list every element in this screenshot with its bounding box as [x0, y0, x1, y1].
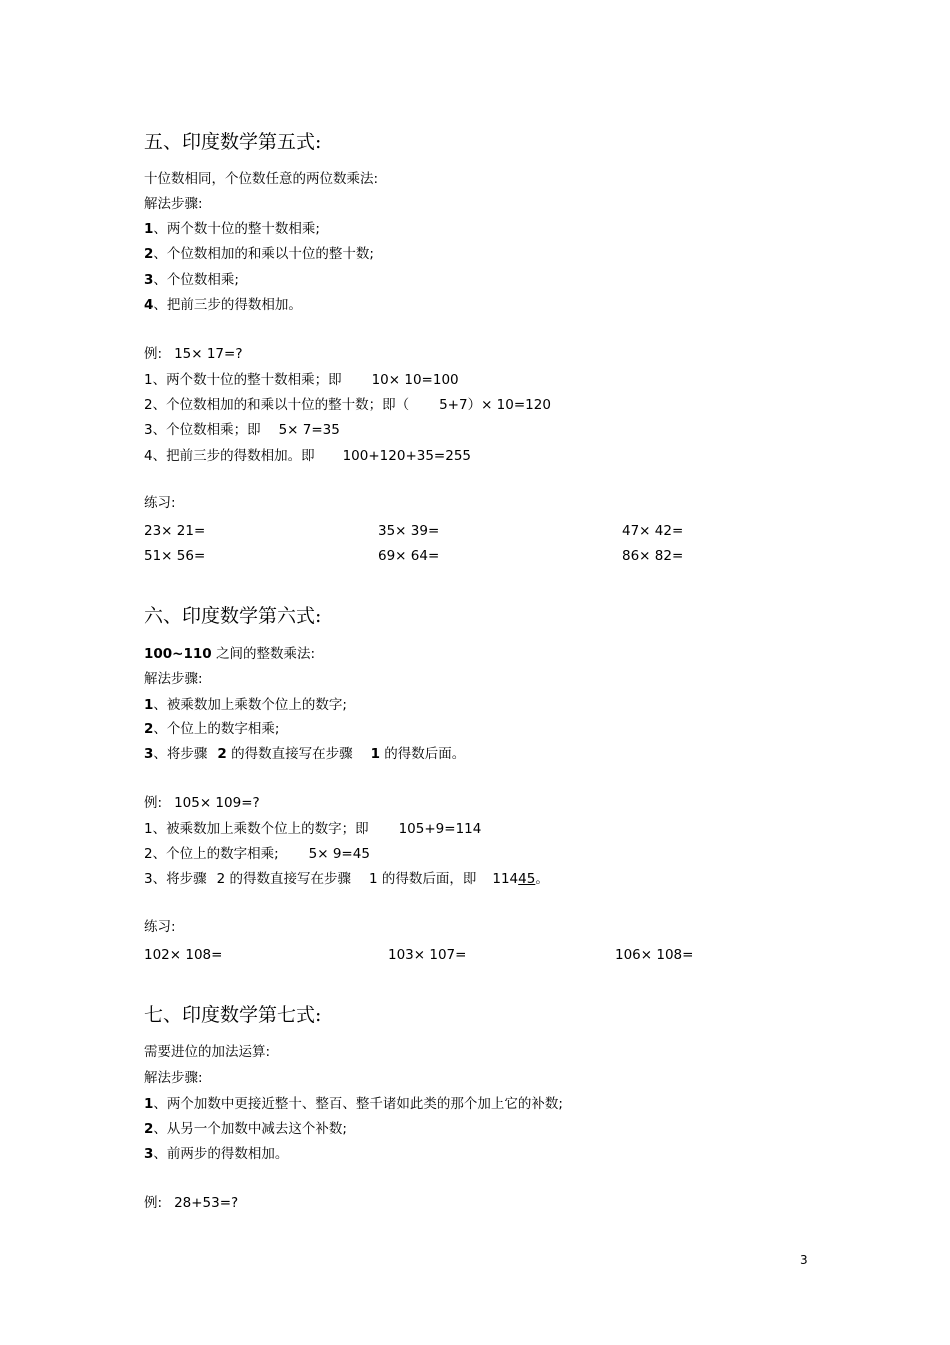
step-number: 1 [144, 1096, 154, 1112]
practice-item: 106× 108= [615, 947, 694, 963]
step-text: 、个位数相乘; [153, 272, 239, 288]
step-number: 1 [144, 221, 154, 237]
practice-item: 23× 21= [144, 523, 206, 539]
example-value-underlined: 45 [518, 871, 536, 887]
example-value: 5+7）× 10=120 [439, 397, 551, 413]
section-6-step-2 [144, 720, 279, 738]
example-value: 105+9=114 [398, 821, 482, 837]
section-6-practice-label: 练习: [144, 919, 176, 935]
section-6-step-1 [144, 696, 347, 714]
example-value: 5× 9=45 [308, 846, 370, 862]
section-6-example-line-1: 1、被乘数加上乘数个位上的数字；即 105+9=114 [144, 821, 482, 837]
practice-item: 35× 39= [378, 523, 440, 539]
step-number: 2 [144, 721, 154, 737]
section-5-practice-label: 练习: [144, 495, 176, 511]
section-5-title: 五、印度数学第五式: [144, 131, 322, 153]
step-number: 2 [144, 246, 154, 262]
section-7-example [144, 1194, 238, 1212]
section-6-example-line-2: 2、个位上的数字相乘; 5× 9=45 [144, 846, 370, 862]
practice-item: 47× 42= [622, 523, 684, 539]
step-text: 、被乘数加上乘数个位上的数字; [153, 697, 347, 713]
section-5-step-3 [144, 271, 239, 289]
step-number: 1 [144, 697, 154, 713]
example-label: 例: [144, 346, 163, 362]
section-5-example-line-4: 4、把前三步的得数相加。即 100+120+35=255 [144, 448, 472, 464]
example-expression: 28+53=? [174, 1195, 239, 1211]
section-6-steps-label: 解法步骤: [144, 671, 203, 687]
section-5-example-line-2: 2、个位数相加的和乘以十位的整十数；即（ 5+7）× 10=120 [144, 397, 551, 413]
section-7-step-3 [144, 1145, 288, 1163]
section-5-step-4 [144, 296, 302, 314]
section-7-step-1 [144, 1095, 563, 1113]
section-6-step-3: 3、将步骤 2 的得数直接写在步骤 1 的得数后面。 [144, 746, 466, 762]
section-6-desc: 100~110 之间的整数乘法: [144, 646, 316, 662]
section-7-step-2 [144, 1120, 347, 1138]
step-number: 3 [144, 746, 154, 762]
section-7-title: 七、印度数学第七式: [144, 1004, 322, 1026]
practice-item: 69× 64= [378, 548, 440, 564]
example-label: 例: [144, 1195, 163, 1211]
example-value: 114 [492, 871, 519, 887]
section-7-steps-label: 解法步骤: [144, 1070, 203, 1086]
step-text: 、把前三步的得数相加。 [153, 297, 302, 313]
step-text: 、两个加数中更接近整十、整百、整千诸如此类的那个加上它的补数; [153, 1096, 563, 1112]
example-expression: 105× 109=? [174, 795, 260, 811]
step-number: 4 [144, 297, 154, 313]
practice-item: 51× 56= [144, 548, 206, 564]
step-text: 、从另一个加数中减去这个补数; [153, 1121, 347, 1137]
section-5-example-line-3: 3、个位数相乘；即 5× 7=35 [144, 422, 340, 438]
step-text: 、个位数相加的和乘以十位的整十数; [153, 246, 374, 262]
step-text: 、个位上的数字相乘; [153, 721, 280, 737]
section-5-steps-label: 解法步骤: [144, 196, 203, 212]
section-5-step-1 [144, 220, 320, 238]
section-5-example [144, 345, 243, 363]
section-5-example-line-1: 1、两个数十位的整十数相乘；即 10× 10=100 [144, 372, 459, 388]
page-number: 3 [800, 1253, 808, 1267]
step-text: 、前两步的得数相加。 [153, 1146, 289, 1162]
example-value: 10× 10=100 [371, 372, 459, 388]
example-value: 5× 7=35 [278, 422, 340, 438]
step-number: 3 [144, 272, 154, 288]
section-7-desc: 需要进位的加法运算: [144, 1044, 271, 1060]
section-6-title: 六、印度数学第六式: [144, 605, 322, 627]
example-label: 例: [144, 795, 163, 811]
step-text: 、两个数十位的整十数相乘; [153, 221, 320, 237]
step-number: 3 [144, 1146, 154, 1162]
example-expression: 15× 17=? [174, 346, 243, 362]
step-number: 2 [144, 1121, 154, 1137]
practice-item: 86× 82= [622, 548, 684, 564]
example-value: 100+120+35=255 [342, 448, 472, 464]
section-6-example-line-3: 3、将步骤 2 的得数直接写在步骤 1 的得数后面，即 11445。 [144, 871, 549, 887]
section-5-step-2 [144, 245, 374, 263]
section-5-desc: 十位数相同，个位数任意的两位数乘法: [144, 171, 379, 187]
practice-item: 102× 108= [144, 947, 223, 963]
section-6-example [144, 794, 260, 812]
practice-item: 103× 107= [388, 947, 467, 963]
